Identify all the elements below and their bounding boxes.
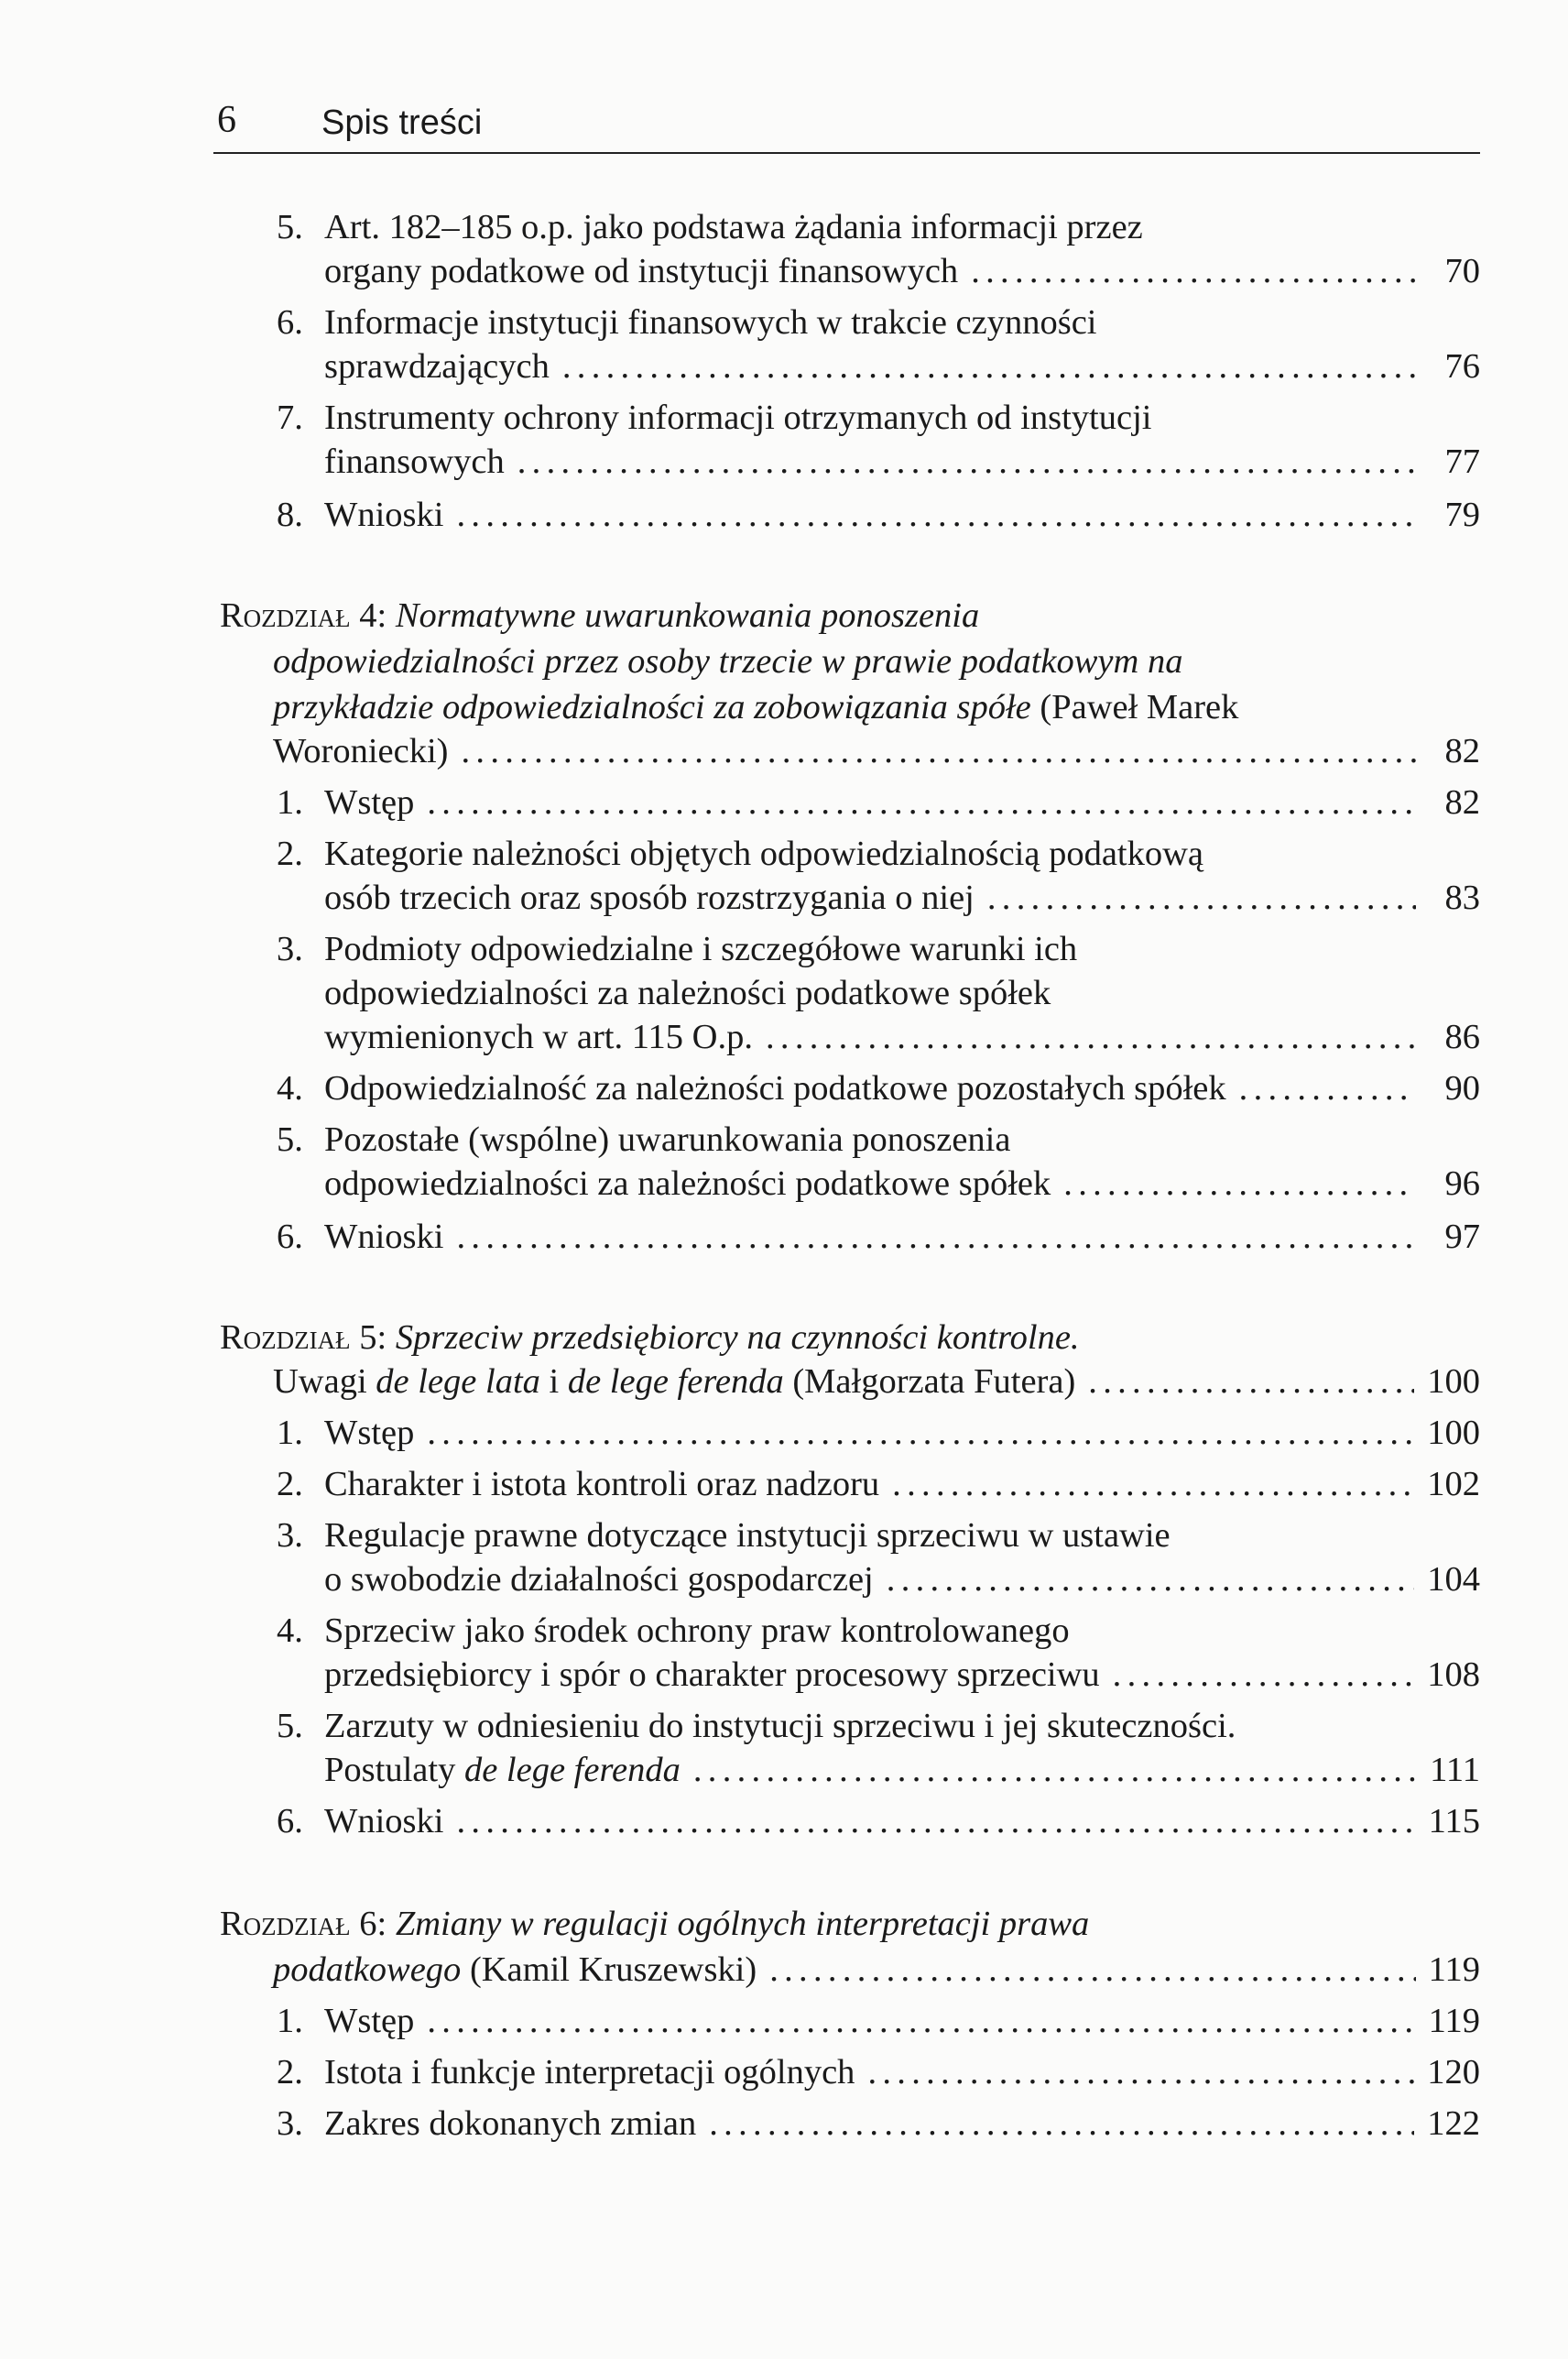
entry-page-number: 76 [1444,347,1480,386]
chapter-title: de lege lata [376,1362,540,1401]
dot-leader [1063,1162,1416,1206]
entry-title-line: Sprzeciw jako środek ochrony praw kontrolowanego [324,1611,1070,1650]
dot-leader [1239,1066,1416,1110]
chapter-author: (Paweł Marek [1040,688,1239,726]
entry-leader-line [324,2050,1480,2094]
chapter-title: de lege ferenda [567,1362,784,1401]
entry-leader-line [324,493,1480,537]
entry-leader-line [324,1066,1480,1110]
entry-page-number: 82 [1444,783,1480,822]
entry-leader-line [324,1653,1480,1697]
chapter-heading-line [220,1316,1080,1360]
running-title: Spis treści [321,104,483,142]
chapter-author: Woroniecki) [273,732,449,770]
entry-title-line: Charakter i istota kontroli oraz nadzoru [324,1465,880,1503]
entry-page-number: 111 [1430,1751,1480,1789]
entry-page-number: 77 [1444,442,1480,481]
chapter-title: przykładzie odpowiedzialności za zobowiązania spółe [273,688,1031,726]
page-header [213,95,1480,154]
entry-page-number: 97 [1444,1218,1480,1256]
dot-leader [427,1999,1415,2043]
entry-leader-line [273,729,1480,773]
chapter-heading-line [273,685,1238,729]
chapter-title: podatkowego [273,1950,462,1989]
entry-title-line: Wnioski [324,1218,444,1256]
dot-leader [456,1215,1416,1259]
entry-leader-line [324,1557,1480,1601]
entry-title-line [324,1748,681,1792]
chapter-label: Rozdział 4: [220,596,387,635]
entry-title-line: Odpowiedzialność za należności podatkowe pozostałych spółek [324,1069,1226,1108]
entry-title-line: Wstęp [324,2002,415,2040]
entry-page-number: 104 [1427,1560,1480,1599]
entry-title-line: Informacje instytucji finansowych w trakcie czynności [324,303,1097,342]
dot-leader [769,1948,1415,1992]
entry-title-line: Instrumenty ochrony informacji otrzymanych od instytucji [324,399,1152,437]
dot-leader [892,1462,1414,1506]
entry-title-line: Podmioty odpowiedzialne i szczegółowe warunki ich [324,930,1078,968]
chapter-label: Rozdział 6: [220,1905,387,1943]
chapter-title: Zmiany w regulacji ogólnych interpretacji prawa [395,1905,1090,1943]
entry-title-line: Wnioski [324,496,444,534]
dot-leader [427,1411,1414,1455]
entry-number: 6. [277,303,303,342]
dot-leader [867,2050,1414,2094]
page-number: 6 [217,99,236,141]
chapter-heading-line [273,639,1182,683]
entry-leader-line [324,1411,1480,1455]
entry-title-line: sprawdzających [324,347,550,386]
entry-leader-line [324,1215,1480,1259]
entry-number: 4. [277,1069,303,1108]
entry-page-number: 102 [1427,1465,1480,1503]
entry-page-number: 83 [1444,879,1480,917]
entry-leader-line [324,249,1480,293]
entry-page-number: 108 [1427,1655,1480,1694]
entry-page-number: 90 [1444,1069,1480,1108]
entry-title-text: de lege ferenda [463,1751,681,1789]
entry-title-line: finansowych [324,442,505,481]
entry-leader-line [273,1948,1480,1992]
entry-title-line: o swobodzie działalności gospodarczej [324,1560,874,1599]
entry-page-number: 120 [1427,2053,1480,2091]
dot-leader [693,1748,1416,1792]
chapter-author: (Kamil Kruszewski) [469,1950,757,1989]
chapter-author: (Małgorzata Futera) [792,1362,1076,1401]
dot-leader [456,493,1416,537]
dot-leader [562,344,1416,388]
entry-page-number: 70 [1444,252,1480,290]
entry-page-number: 100 [1427,1362,1480,1401]
entry-page-number: 115 [1428,1802,1480,1840]
entry-title-line: Wstęp [324,783,415,822]
entry-title-line: wymienionych w art. 115 O.p. [324,1018,753,1056]
entry-title-line: Regulacje prawne dotyczące instytucji sprzeciwu w ustawie [324,1516,1171,1555]
entry-number: 4. [277,1611,303,1650]
dot-leader [517,440,1416,484]
chapter-title: Normatywne uwarunkowania ponoszenia [395,596,980,635]
entry-page-number: 82 [1444,732,1480,770]
entry-number: 3. [277,1516,303,1555]
entry-title-line: Kategorie należności objętych odpowiedzialnością podatkową [324,835,1204,873]
entry-number: 1. [277,1414,303,1452]
entry-page-number: 96 [1444,1164,1480,1203]
entry-number: 5. [277,1707,303,1745]
entry-title-line: przedsiębiorcy i spór o charakter procesowy sprzeciwu [324,1655,1100,1694]
chapter-title: Uwagi [273,1362,367,1401]
chapter-title: i [549,1362,560,1401]
entry-title-line: Zarzuty w odniesieniu do instytucji sprzeciwu i jej skuteczności. [324,1707,1236,1745]
chapter-title: Sprzeciw przedsiębiorcy na czynności kontrolne. [395,1318,1080,1357]
entry-title-line: Art. 182–185 o.p. jako podstawa żądania informacji przez [324,208,1143,246]
entry-page-number: 86 [1444,1018,1480,1056]
entry-leader-line [273,1360,1480,1403]
entry-title-line: osób trzecich oraz sposób rozstrzygania o niej [324,879,975,917]
entry-number: 5. [277,1120,303,1159]
dot-leader [461,729,1416,773]
entry-number: 3. [277,2104,303,2143]
entry-leader-line [324,876,1480,920]
dot-leader [766,1015,1416,1059]
chapter-title: odpowiedzialności przez osoby trzecie w prawie podatkowym na [273,642,1183,681]
entry-leader-line [324,2102,1480,2146]
entry-title-line: odpowiedzialności za należności podatkowe spółek [324,974,1051,1012]
entry-title-line: Istota i funkcje interpretacji ogólnych [324,2053,855,2091]
entry-leader-line [324,1799,1480,1843]
dot-leader [971,249,1416,293]
entry-title-line: organy podatkowe od instytucji finansowych [324,252,959,290]
entry-leader-line [324,1999,1480,2043]
entry-leader-line [324,344,1480,388]
chapter-heading-line [273,1360,1075,1403]
entry-title-line: Wstęp [324,1414,415,1452]
entry-number: 5. [277,208,303,246]
entry-number: 6. [277,1802,303,1840]
entry-title-line: Pozostałe (wspólne) uwarunkowania ponoszenia [324,1120,1011,1159]
dot-leader [987,876,1416,920]
entry-leader-line [324,1162,1480,1206]
entry-leader-line [324,1748,1480,1792]
entry-number: 1. [277,783,303,822]
dot-leader [887,1557,1414,1601]
entry-number: 8. [277,496,303,534]
entry-page-number: 79 [1444,496,1480,534]
entry-page-number: 119 [1428,2002,1480,2040]
entry-leader-line [324,1015,1480,1059]
dot-leader [456,1799,1415,1843]
entry-title-line: Zakres dokonanych zmian [324,2104,697,2143]
entry-page-number: 100 [1427,1414,1480,1452]
entry-leader-line [324,781,1480,825]
chapter-heading-line [273,1948,757,1992]
entry-number: 2. [277,1465,303,1503]
chapter-label: Rozdział 5: [220,1318,387,1357]
dot-leader [1113,1653,1415,1697]
entry-number: 6. [277,1218,303,1256]
entry-title-text: Postulaty [324,1751,456,1789]
entry-page-number: 119 [1428,1950,1480,1989]
header-rule [213,152,1480,154]
entry-leader-line [324,1462,1480,1506]
entry-number: 1. [277,2002,303,2040]
entry-number: 2. [277,2053,303,2091]
entry-number: 7. [277,399,303,437]
entry-leader-line [324,440,1480,484]
entry-number: 3. [277,930,303,968]
entry-title-line: odpowiedzialności za należności podatkowe spółek [324,1164,1051,1203]
chapter-heading-line [220,594,979,638]
dot-leader [1088,1360,1414,1403]
dot-leader [427,781,1416,825]
chapter-heading-line [220,1902,1089,1946]
entry-page-number: 122 [1427,2104,1480,2143]
entry-number: 2. [277,835,303,873]
entry-title-line: Wnioski [324,1802,444,1840]
dot-leader [709,2102,1414,2146]
